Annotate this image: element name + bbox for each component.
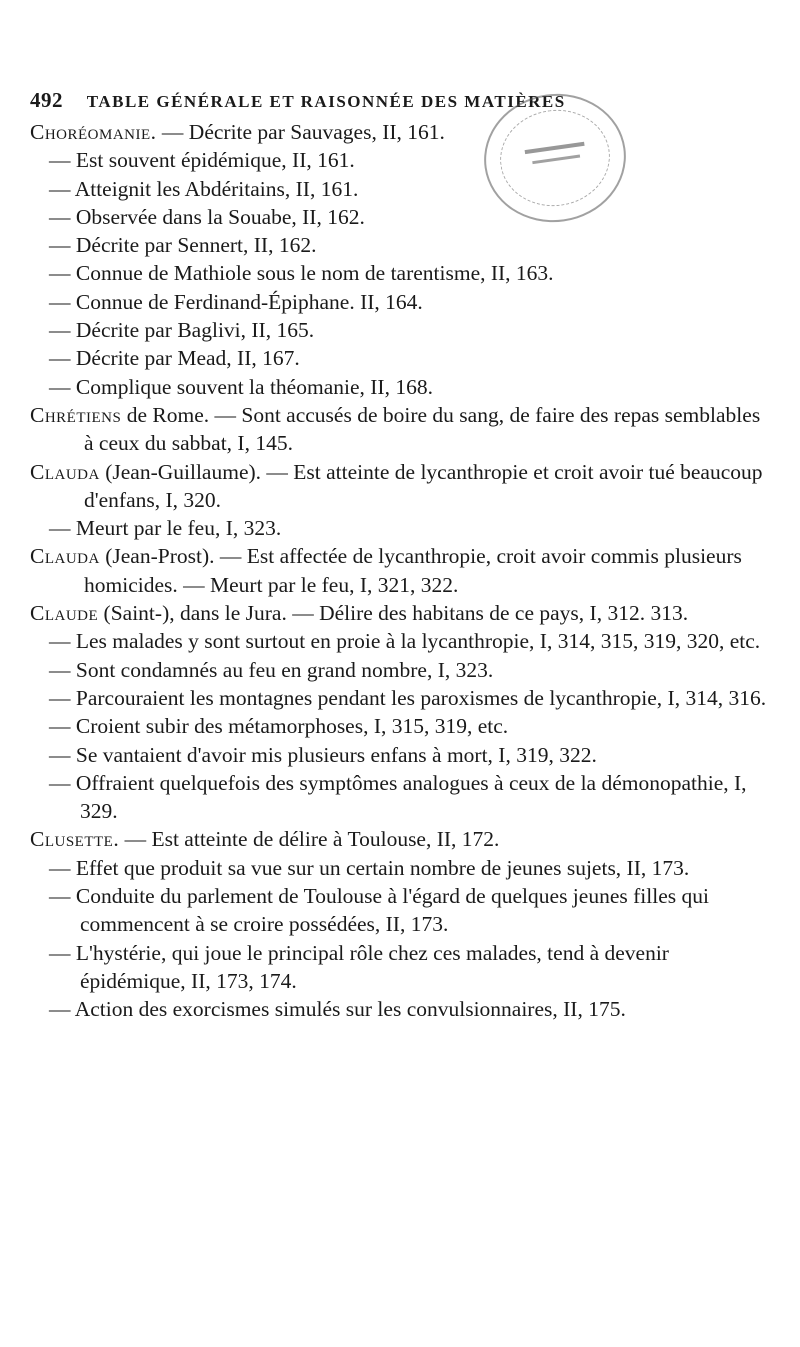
entry-line [30, 118, 770, 146]
entry-text: (Saint-), dans le Jura. — Délire des habitans de ce pays, I, 312. 313. [98, 601, 689, 626]
entry-head: Chrétiens [30, 402, 122, 427]
sub-entry: — Décrite par Baglivi, II, 165. [49, 318, 315, 343]
page-number: 492 [30, 88, 63, 112]
sub-entry: — Atteignit les Abdéritains, II, 161. [49, 176, 359, 201]
entry-head: Clusette. [30, 827, 120, 852]
entry-text: (Jean-Prost). — Est affectée de lycanthropie, croit avoir commis plusieurs homicides. — Meurt par le feu, I, 321, 322. [84, 544, 742, 597]
entry-head: Clauda [30, 459, 100, 484]
index-content [30, 118, 770, 1024]
page-header [30, 88, 770, 113]
entry-line [30, 458, 770, 515]
sub-entry: — Observée dans la Souabe, II, 162. [49, 204, 365, 229]
sub-entry: — Est souvent épidémique, II, 161. [49, 148, 355, 173]
index-entry [30, 458, 770, 543]
sub-entry: — Connue de Mathiole sous le nom de tarentisme, II, 163. [49, 261, 554, 286]
sub-entry: — Décrite par Sennert, II, 162. [49, 233, 317, 258]
sub-entry: — Croient subir des métamorphoses, I, 315, 319, etc. [49, 714, 509, 739]
entry-line [30, 599, 770, 627]
entry-head: Choréomanie. [30, 120, 157, 144]
entry-text: (Jean-Guillaume). — Est atteinte de lycanthropie et croit avoir tué beaucoup d'enfans, I, 320. [84, 459, 763, 512]
sub-entry: — Décrite par Mead, II, 167. [49, 346, 300, 371]
index-entry [30, 599, 770, 825]
sub-entry: — Action des exorcismes simulés sur les convulsionnaires, II, 175. [49, 997, 626, 1022]
index-entry [30, 542, 770, 599]
index-entry [30, 118, 770, 401]
entry-line [30, 401, 770, 458]
sub-entry: — Se vantaient d'avoir mis plusieurs enfans à mort, I, 319, 322. [49, 742, 597, 767]
entry-text: — Décrite par Sauvages, II, 161. [156, 120, 445, 144]
index-entry [30, 825, 770, 1023]
sub-entry: — Complique souvent la théomanie, II, 168. [49, 374, 433, 399]
entry-line [30, 825, 770, 853]
sub-entry: — Sont condamnés au feu en grand nombre, I, 323. [49, 657, 494, 682]
entry-text: — Est atteinte de délire à Toulouse, II, 172. [119, 827, 500, 852]
sub-entry: — Effet que produit sa vue sur un certain nombre de jeunes sujets, II, 173. [49, 855, 690, 880]
running-title: TABLE GÉNÉRALE ET RAISONNÉE DES MATIÈRES [86, 92, 566, 111]
index-entry [30, 401, 770, 458]
entry-head: Claude [30, 601, 99, 626]
sub-entry: — Les malades y sont surtout en proie à la lycanthropie, I, 314, 315, 319, 320, etc. [49, 629, 761, 654]
sub-entry: — Parcouraient les montagnes pendant les paroxismes de lycanthropie, I, 314, 316. [49, 685, 767, 710]
sub-entry: — Connue de Ferdinand-Épiphane. II, 164. [49, 289, 423, 314]
sub-entry: — L'hystérie, qui joue le principal rôle chez ces malades, tend à devenir épidémique, II, 173, 174. [49, 940, 669, 993]
sub-entry: — Meurt par le feu, I, 323. [49, 516, 282, 541]
sub-entry: — Conduite du parlement de Toulouse à l'égard de quelques jeunes filles qui commencent à se croire possédées, II, 173. [49, 884, 709, 937]
entry-text: de Rome. — Sont accusés de boire du sang, de faire des repas semblables à ceux du sabbat, I, 145. [84, 402, 761, 456]
entry-head: Clauda [30, 544, 100, 569]
entry-line [30, 542, 770, 599]
sub-entry: — Offraient quelquefois des symptômes analogues à ceux de la démonopathie, I, 329. [49, 770, 747, 824]
